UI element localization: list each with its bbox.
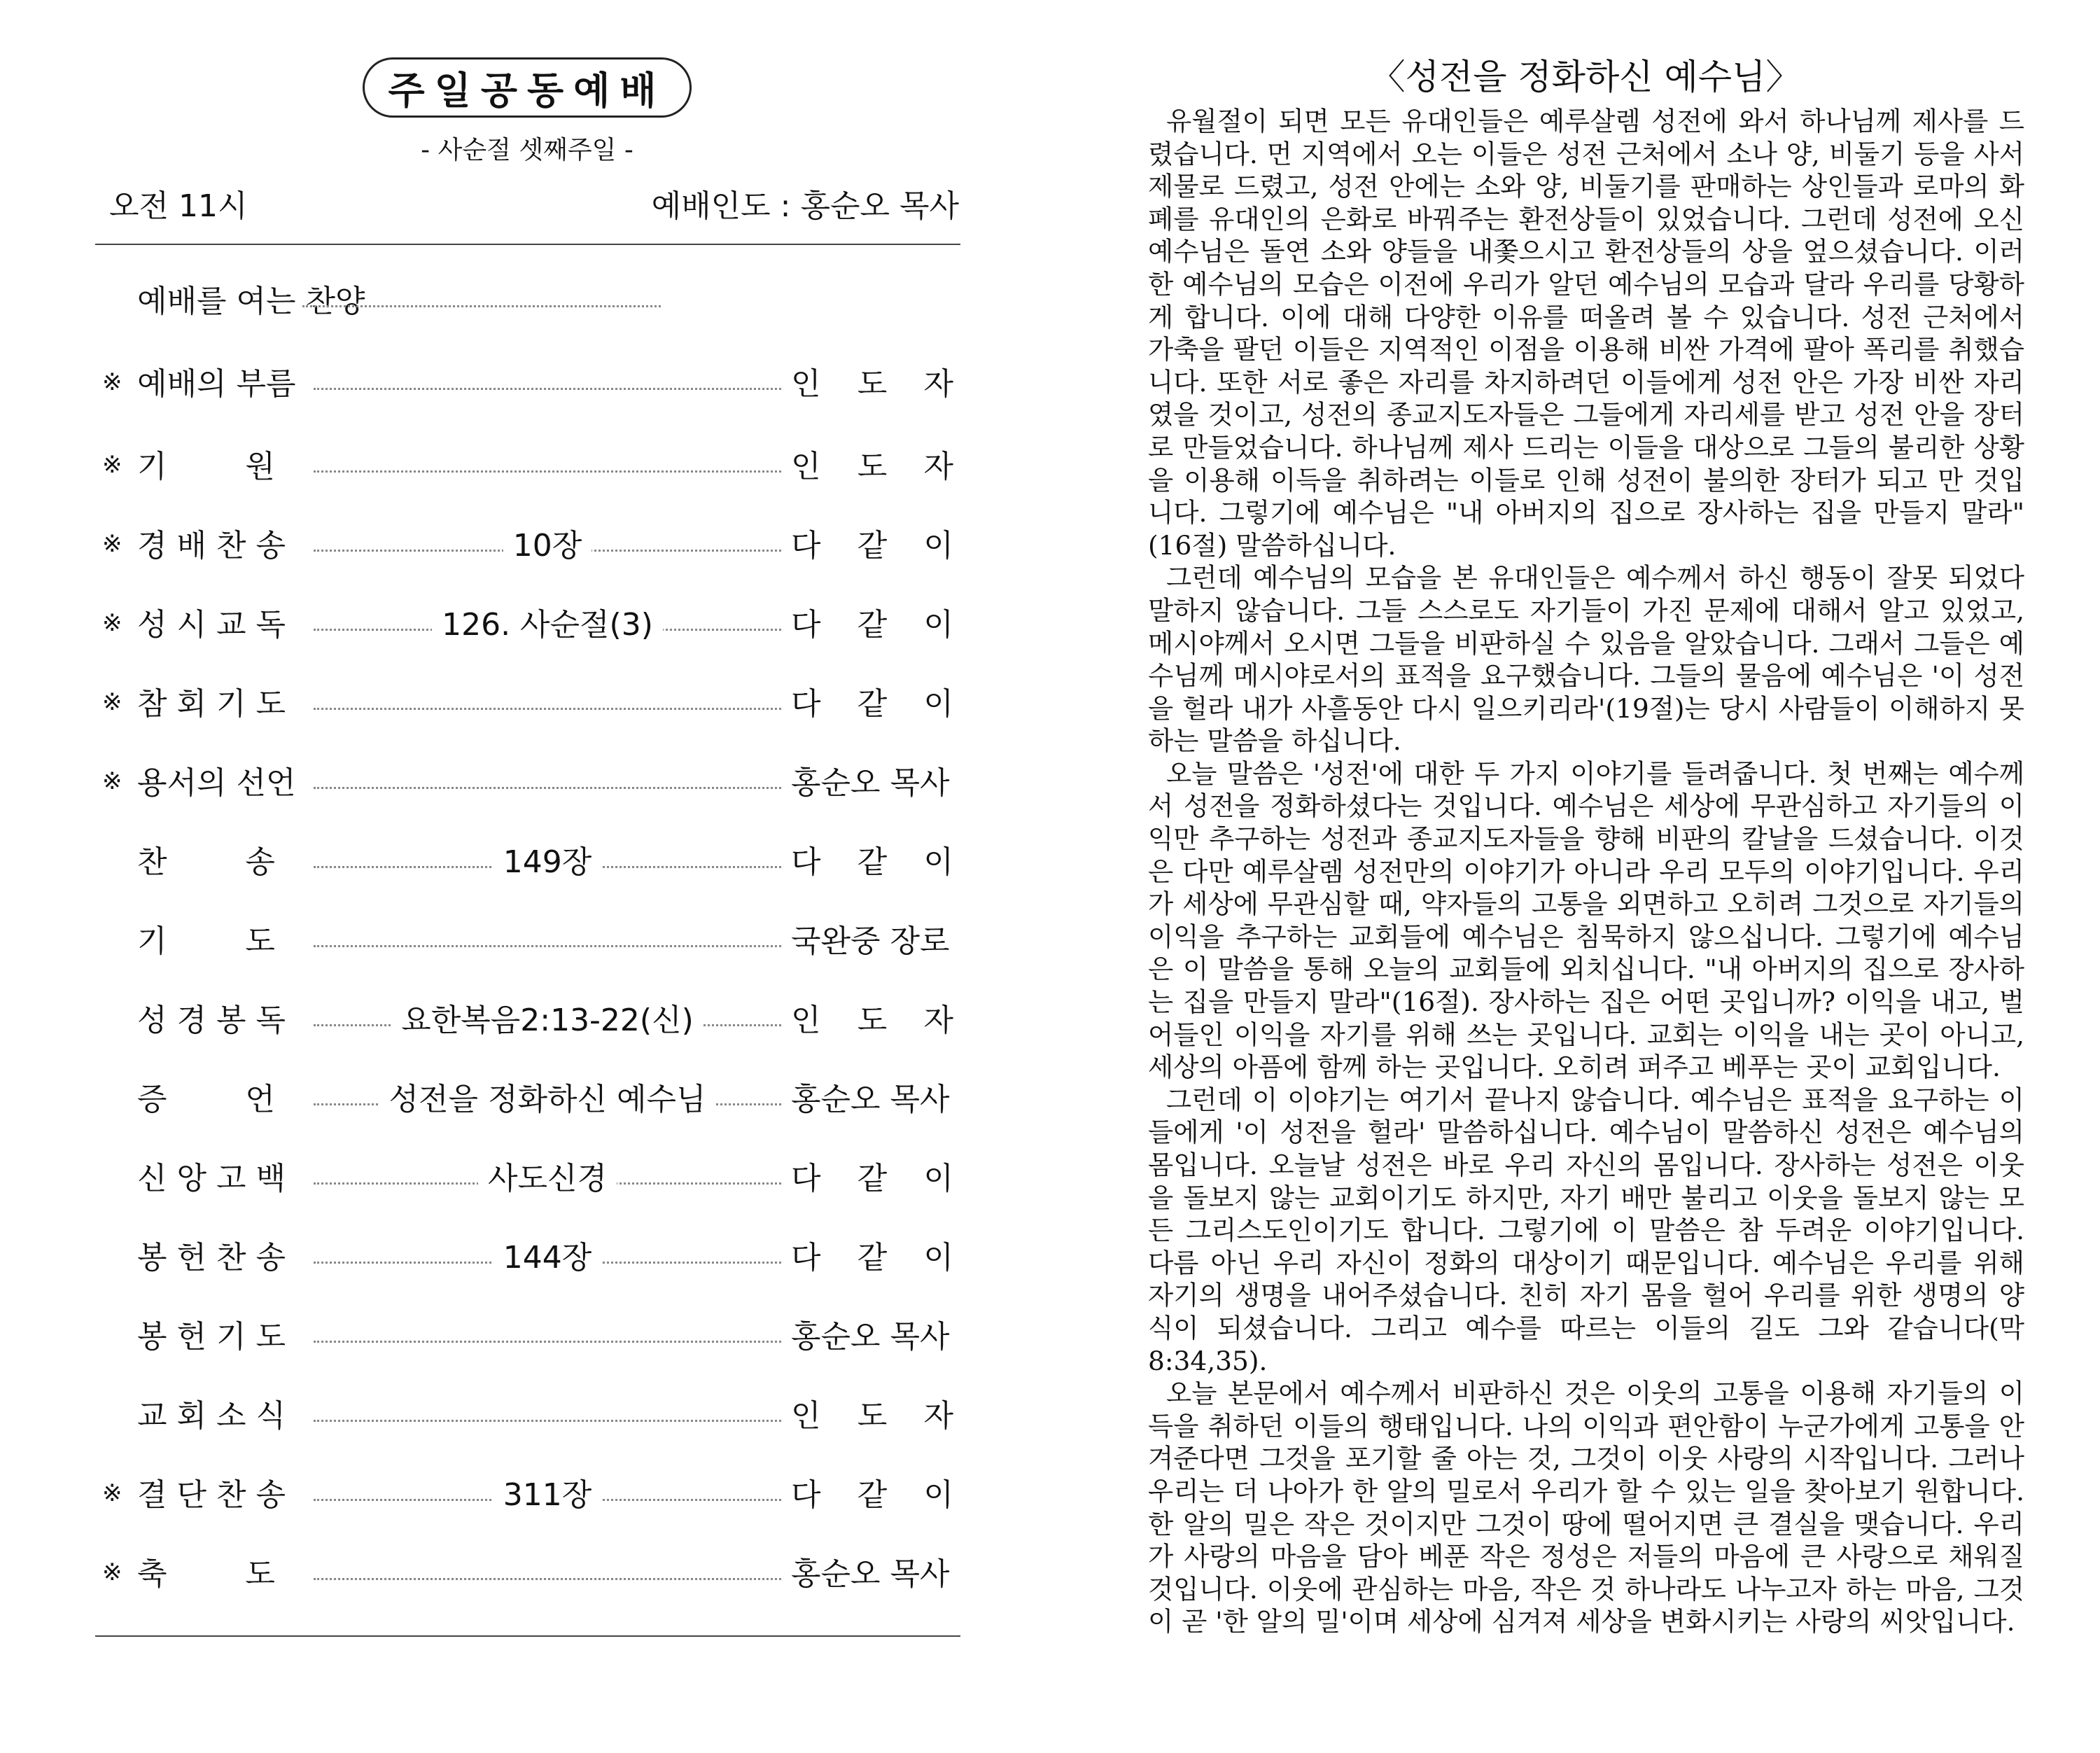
order-item-leader: 다 같 이 [791, 844, 953, 880]
top-divider [95, 244, 960, 245]
order-item-detail: 10장 [503, 528, 592, 564]
order-item-leader: 인 도 자 [791, 366, 953, 402]
order-item-leader: 다 같 이 [791, 686, 953, 722]
order-item-name: 예배의 부름 [137, 366, 296, 402]
order-row [0, 1075, 1015, 1124]
dot-leader [314, 1420, 781, 1422]
order-row [0, 1471, 1015, 1520]
dot-leader [314, 388, 781, 390]
article-paragraph: 그런데 예수님의 모습을 본 유대인들은 예수께서 하신 행동이 잘못 되었다 말하지 않습니다. 그들 스스로도 자기들이 가진 문제에 대해서 알고 있었고, 메시야께서 오시면 그들을 비판하실 수 있음을 알았습니다. 그래서 그들은 예수님께 메시야로서의 표적을 요구했습니다. 그들의 물음에 예수님은 '이 성전을 헐라 내가 사흘동안 다시 일으키리라'(19절)는 당시 사람들이 이해하지 못하는 말씀을 하십니다. [1148, 562, 2024, 757]
order-item-name: 성 시 교 독 [137, 607, 286, 643]
order-item-leader: 인 도 자 [791, 1003, 953, 1038]
dot-leader [314, 708, 781, 710]
dot-leader [302, 305, 661, 307]
order-row [0, 522, 1015, 571]
order-row [0, 1550, 1015, 1599]
standing-mark: ※ [102, 767, 122, 795]
order-item-leader: 다 같 이 [791, 607, 953, 643]
order-item-name: 찬 송 [137, 844, 275, 880]
standing-mark: ※ [102, 609, 122, 637]
dot-leader [314, 1578, 781, 1580]
article-title: 〈성전을 정화하신 예수님〉 [1370, 57, 1801, 97]
order-item-detail: 144장 [493, 1240, 602, 1276]
order-item-leader: 다 같 이 [791, 1240, 953, 1276]
worship-order-page [0, 0, 1015, 1753]
order-row [0, 1313, 1015, 1362]
article-paragraph: 그런데 이 이야기는 여기서 끝나지 않습니다. 예수님은 표적을 요구하는 이들에게 '이 성전을 헐라' 말씀하십니다. 예수님이 말씀하신 성전은 예수님의 몸입니다. 오늘날 성전은 바로 우리 자신의 몸입니다. 장사하는 성전은 이웃을 돌보지 않는 교회이기도 하지만, 자기 배만 불리고 이웃을 돌보지 않는 모든 그리스도인이기도 합니다. 그렇기에 이 말씀은 참 두려운 이야기입니다. 다름 아닌 우리 자신이 정화의 대상이기 때문입니다. 예수님은 우리를 위해 자기의 생명을 내어주셨습니다. 친히 자기 몸을 헐어 우리를 위한 생명의 양식이 되셨습니다. 그리고 예수를 따르는 이들의 길도 그와 같습니다(막8:34,35). [1148, 1084, 2024, 1376]
article-paragraph: 오늘 말씀은 '성전'에 대한 두 가지 이야기를 들려줍니다. 첫 번째는 예수께서 성전을 정화하셨다는 것입니다. 예수님은 세상에 무관심하고 자기들의 이익만 추구하는 성전과 종교지도자들을 향해 비판의 칼날을 드셨습니다. 이것은 다만 예루살렘 성전만의 이야기가 아니라 우리 모두의 이야기입니다. 우리가 세상에 무관심할 때, 약자들의 고통을 외면하고 오히려 그것으로 자기들의 이익을 추구하는 교회들에 예수님은 침묵하지 않으십니다. 그렇기에 예수님은 이 말씀을 통해 오늘의 교회들에 외치십니다. "내 아버지의 집으로 장사하는 집을 만들지 말라"(16절). 장사하는 집은 어떤 곳입니까? 이익을 내고, 벌어들인 이익을 자기를 위해 쓰는 곳입니다. 교회는 이익을 내는 곳이 아니고, 세상의 아픔에 함께 하는 곳입니다. 오히려 퍼주고 베푸는 곳이 교회입니다. [1148, 757, 2024, 1083]
order-item-detail: 149장 [493, 844, 602, 880]
dot-leader [314, 470, 781, 473]
article-body [1148, 105, 2024, 1638]
order-item-detail: 성전을 정화하신 예수님 [379, 1082, 715, 1117]
order-item-name: 신 앙 고 백 [137, 1161, 286, 1196]
order-item-name: 결 단 찬 송 [137, 1477, 286, 1513]
order-item-detail: 사도신경 [478, 1161, 617, 1196]
order-item-name: 성 경 봉 독 [137, 1003, 286, 1038]
dot-leader [314, 945, 781, 947]
order-item-name: 봉 헌 찬 송 [137, 1240, 286, 1276]
order-item-name: 기 도 [137, 923, 275, 959]
standing-mark: ※ [102, 368, 122, 396]
service-leader: 예배인도 : 홍순오 목사 [651, 188, 959, 224]
order-item-detail: 126. 사순절(3) [432, 607, 663, 643]
order-row [0, 680, 1015, 729]
order-row [0, 838, 1015, 887]
order-row [0, 360, 1015, 409]
order-item-leader: 다 같 이 [791, 1477, 953, 1513]
order-item-name: 용서의 선언 [137, 765, 296, 801]
order-row [0, 1234, 1015, 1283]
order-row [0, 442, 1015, 491]
order-item-leader: 인 도 자 [791, 449, 953, 484]
order-item-detail: 311장 [493, 1477, 602, 1513]
order-row [0, 759, 1015, 808]
order-row [0, 917, 1015, 966]
order-item-leader: 홍순오 목사 [791, 1556, 950, 1592]
order-item-leader: 인 도 자 [791, 1398, 953, 1434]
order-row [0, 601, 1015, 650]
order-item-leader: 홍순오 목사 [791, 765, 950, 801]
standing-mark: ※ [102, 530, 122, 558]
order-item-name: 참 회 기 도 [137, 686, 286, 722]
bottom-divider [95, 1635, 960, 1637]
order-item-leader: 홍순오 목사 [791, 1082, 950, 1117]
order-row [0, 996, 1015, 1045]
order-item-leader: 다 같 이 [791, 528, 953, 564]
order-row [0, 1154, 1015, 1203]
article-paragraph: 유월절이 되면 모든 유대인들은 예루살렘 성전에 와서 하나님께 제사를 드렸습니다. 먼 지역에서 오는 이들은 성전 근처에서 소나 양, 비둘기 등을 사서 제물로 드렸고, 성전 안에는 소와 양, 비둘기를 판매하는 상인들과 로마의 화폐를 유대인의 은화로 바꿔주는 환전상들이 있었습니다. 그런데 성전에 오신 예수님은 돌연 소와 양들을 내쫓으시고 환전상들의 상을 엎으셨습니다. 이러한 예수님의 모습은 이전에 우리가 알던 예수님의 모습과 달라 우리를 당황하게 합니다. 이에 대해 다양한 이유를 떠올려 볼 수 있습니다. 성전 근처에서 가축을 팔던 이들은 지역적인 이점을 이용해 비싼 가격에 팔아 폭리를 취했습니다. 또한 서로 좋은 자리를 차지하려던 이들에게 성전 안은 가장 비싼 자리였을 것이고, 성전의 종교지도자들은 그들에게 자리세를 받고 성전 안을 장터로 만들었습니다. 하나님께 제사 드리는 이들을 대상으로 그들의 불리한 상황을 이용해 이득을 취하려는 이들로 인해 성전이 불의한 장터가 되고 만 것입니다. 그렇기에 예수님은 "내 아버지의 집으로 장사하는 집을 만들지 말라"(16절) 말씀하십니다. [1148, 106, 2024, 561]
dot-leader [314, 787, 781, 789]
order-item-name: 증 언 [137, 1082, 275, 1117]
order-item-name: 기 원 [137, 449, 275, 484]
standing-mark: ※ [102, 1558, 122, 1586]
standing-mark: ※ [102, 1479, 122, 1507]
order-item-name: 축 도 [137, 1556, 275, 1592]
service-title: 주일공동예배 [363, 57, 692, 118]
standing-mark: ※ [102, 688, 122, 716]
service-time: 오전 11시 [109, 188, 248, 224]
order-row [0, 1392, 1015, 1441]
standing-mark: ※ [102, 451, 122, 479]
order-item-leader: 홍순오 목사 [791, 1319, 950, 1355]
order-item-name: 예배를 여는 찬양 [137, 284, 365, 319]
order-item-leader: 국완중 장로 [791, 923, 950, 959]
order-item-leader: 다 같 이 [791, 1161, 953, 1196]
service-subtitle: - 사순절 셋째주일 - [421, 136, 634, 165]
order-item-name: 교 회 소 식 [137, 1398, 286, 1434]
order-item-name: 경 배 찬 송 [137, 528, 286, 564]
dot-leader [314, 1341, 781, 1343]
order-row [0, 277, 1015, 326]
order-item-name: 봉 헌 기 도 [137, 1319, 286, 1355]
article-paragraph: 오늘 본문에서 예수께서 비판하신 것은 이웃의 고통을 이용해 자기들의 이득을 취하던 이들의 행태입니다. 나의 이익과 편안함이 누군가에게 고통을 안겨준다면 그것을 포기할 줄 아는 것, 그것이 이웃 사랑의 시작입니다. 그러나 우리는 더 나아가 한 알의 밀로서 우리가 할 수 있는 일을 찾아보기 원합니다. 한 알의 밀은 작은 것이지만 그것이 땅에 떨어지면 큰 결실을 맺습니다. 우리가 사랑의 마음을 담아 베푼 작은 정성은 저들의 마음에 큰 사랑으로 채워질 것입니다. 이웃에 관심하는 마음, 작은 것 하나라도 나누고자 하는 마음, 그것이 곧 '한 알의 밀'이며 세상에 심겨져 세상을 변화시키는 사랑의 씨앗입니다. [1148, 1378, 2024, 1637]
sermon-article-page [1134, 0, 2037, 1753]
order-item-detail: 요한복음2:13-22(신) [391, 1003, 704, 1038]
